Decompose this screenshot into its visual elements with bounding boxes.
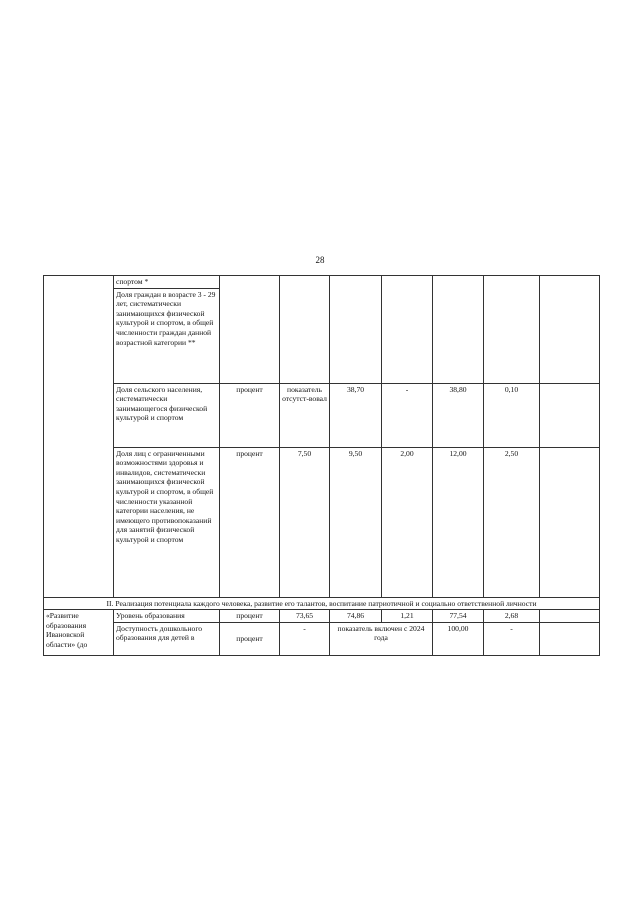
program-cell: «Развитие образования Ивановской области» (до (44, 610, 114, 656)
value-cell: 0,10 (484, 383, 540, 447)
indicator-cell: Уровень образования (114, 610, 220, 623)
value-cell: 38,80 (433, 383, 484, 447)
value-cell (433, 276, 484, 384)
unit-cell: процент (220, 447, 280, 597)
unit-cell (220, 622, 280, 655)
value-cell: 77,54 (433, 610, 484, 623)
value-cell (330, 276, 382, 384)
table-row (44, 610, 600, 623)
section-title: II. Реализация потенциала каждого человека, развитие его талантов, воспитание патриотичной и социально ответственной личности (44, 597, 600, 610)
note-cell (540, 622, 600, 655)
value-cell: 12,00 (433, 447, 484, 597)
value-cell-merged: показатель включен с 2024 года (330, 622, 433, 655)
indicator-cell: Доля граждан в возрасте 3 - 29 лет, систематически занимающихся физической культурой и спортом, в общей численности граждан данной возрастной категории ** (114, 288, 220, 383)
value-cell: 7,50 (280, 447, 330, 597)
value-cell (382, 276, 433, 384)
program-cell (44, 276, 114, 598)
value-cell: 1,21 (382, 610, 433, 623)
note-cell (540, 610, 600, 623)
value-cell: 73,65 (280, 610, 330, 623)
indicator-cell: Доступность дошкольного образования для детей в (114, 622, 220, 655)
note-cell (540, 447, 600, 597)
unit-text: процент (236, 633, 263, 643)
value-cell: 2,50 (484, 447, 540, 597)
indicators-table (43, 275, 600, 656)
indicator-cell: Доля лиц с ограниченными возможностями здоровья и инвалидов, систематически занимающихся физической культурой и спортом, в общей численности указанной категории населения, не имеющего противопоказаний для занятий физической культурой и спортом (114, 447, 220, 597)
value-cell: 2,00 (382, 447, 433, 597)
value-cell: 2,68 (484, 610, 540, 623)
value-cell: - (382, 383, 433, 447)
unit-cell (220, 276, 280, 384)
value-cell: 38,70 (330, 383, 382, 447)
unit-cell: процент (220, 383, 280, 447)
value-cell: - (280, 622, 330, 655)
indicator-cell: спортом * (114, 276, 220, 289)
value-cell: 100,00 (433, 622, 484, 655)
value-cell: - (484, 622, 540, 655)
table-row (44, 622, 600, 655)
section-row (44, 597, 600, 610)
value-cell: 9,50 (330, 447, 382, 597)
value-cell: 74,86 (330, 610, 382, 623)
value-cell (484, 276, 540, 384)
unit-cell: процент (220, 610, 280, 623)
value-cell (280, 276, 330, 384)
table-row (44, 276, 600, 289)
indicator-cell: Доля сельского населения, систематически занимающегося физической культурой и спортом (114, 383, 220, 447)
value-cell: показатель отсутст-вовал (280, 383, 330, 447)
page-number: 28 (315, 255, 325, 265)
note-cell (540, 276, 600, 384)
table-row (44, 447, 600, 597)
note-cell (540, 383, 600, 447)
table-row (44, 383, 600, 447)
